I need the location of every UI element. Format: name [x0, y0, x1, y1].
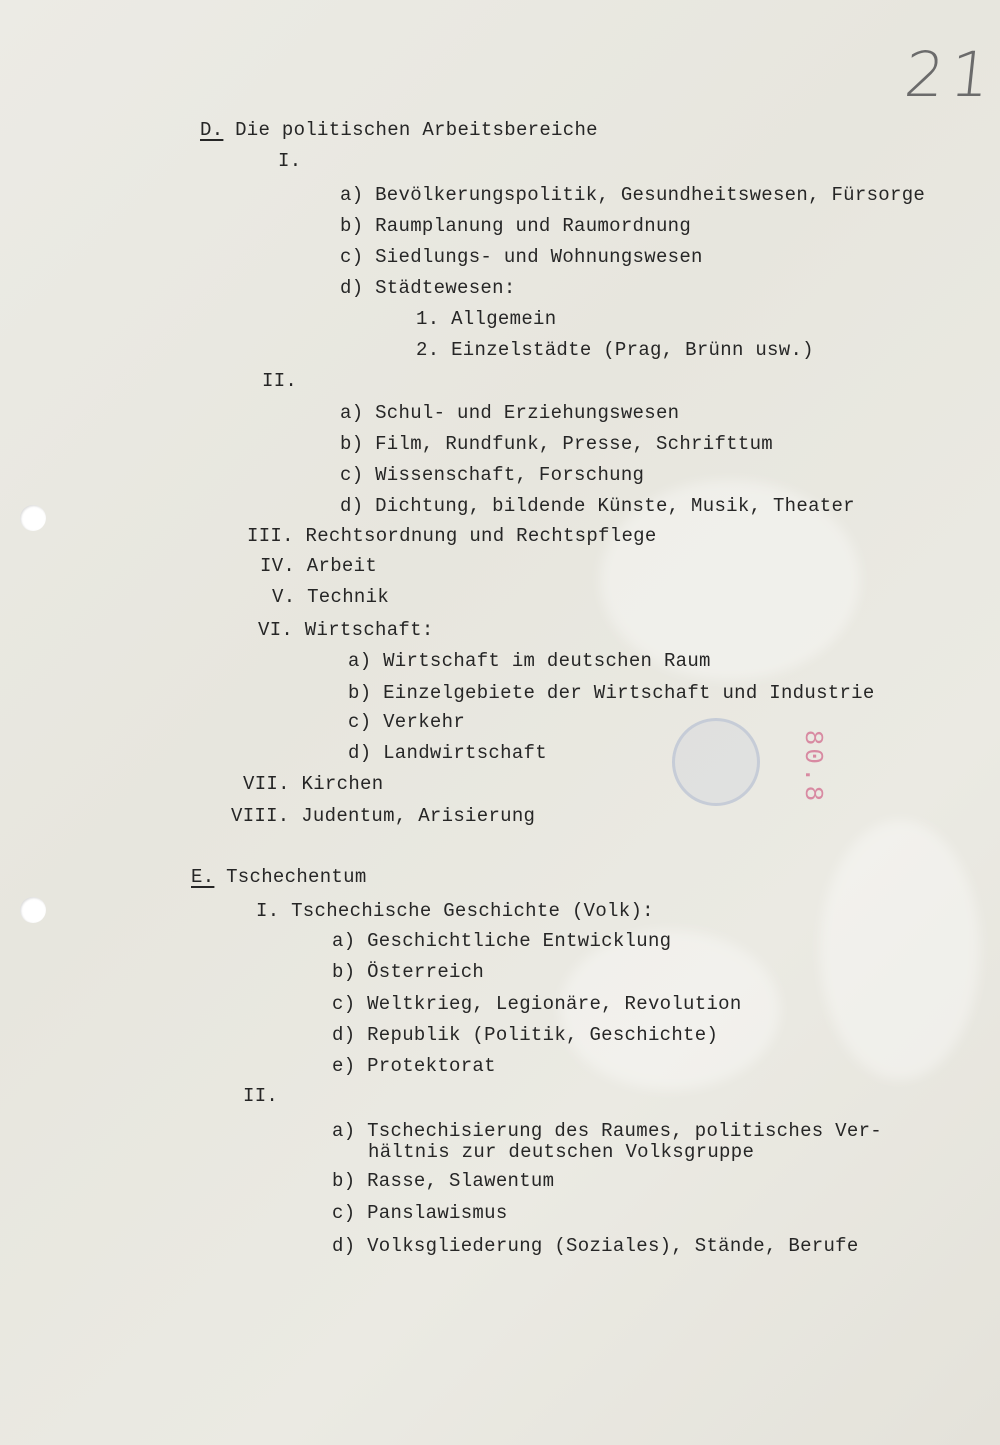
- d-II-d: d) Dichtung, bildende Künste, Musik, Theater: [340, 495, 855, 517]
- d-I-d2: 2. Einzelstädte (Prag, Brünn usw.): [416, 339, 814, 361]
- e-I-a: a) Geschichtliche Entwicklung: [332, 930, 672, 952]
- d-I-d: d) Städtewesen:: [340, 277, 516, 299]
- d-III: III. Rechtsordnung und Rechtspflege: [247, 525, 657, 547]
- punch-hole: [20, 505, 46, 531]
- d-IV: IV. Arbeit: [260, 555, 378, 577]
- e-II-numeral: II.: [243, 1085, 279, 1107]
- e-I-d: d) Republik (Politik, Geschichte): [332, 1024, 719, 1046]
- d-VI-d: d) Landwirtschaft: [348, 742, 547, 764]
- section-e-title: Tschechentum: [226, 866, 367, 888]
- d-V: V. Technik: [272, 586, 390, 608]
- section-d-heading: [200, 119, 598, 142]
- d-I-d1: 1. Allgemein: [416, 308, 557, 330]
- e-I-b: b) Österreich: [332, 961, 485, 983]
- e-II-a-line2: hältnis zur deutschen Volksgruppe: [368, 1141, 755, 1163]
- d-I-c: c) Siedlungs- und Wohnungswesen: [340, 246, 703, 268]
- d-I-a: a) Bevölkerungspolitik, Gesundheitswesen, Fürsorge: [340, 184, 926, 206]
- d-I-numeral: I.: [278, 150, 302, 172]
- d-I-b: b) Raumplanung und Raumordnung: [340, 215, 692, 237]
- section-d-title: Die politischen Arbeitsbereiche: [235, 119, 598, 141]
- e-II-c: c) Panslawismus: [332, 1202, 508, 1224]
- e-I-title: I. Tschechische Geschichte (Volk):: [256, 900, 654, 922]
- e-I-e: e) Protektorat: [332, 1055, 496, 1077]
- d-II-numeral: II.: [262, 370, 298, 392]
- d-II-c: c) Wissenschaft, Forschung: [340, 464, 645, 486]
- e-I-c: c) Weltkrieg, Legionäre, Revolution: [332, 993, 742, 1015]
- section-e-letter: E.: [191, 866, 215, 888]
- paper-stain: [820, 820, 980, 1080]
- d-VI-c: c) Verkehr: [348, 711, 466, 733]
- d-VI-a: a) Wirtschaft im deutschen Raum: [348, 650, 711, 672]
- d-VI-b: b) Einzelgebiete der Wirtschaft und Industrie: [348, 682, 875, 704]
- d-II-b: b) Film, Rundfunk, Presse, Schrifttum: [340, 433, 773, 455]
- d-VIII: VIII. Judentum, Arisierung: [231, 805, 536, 827]
- d-VI-title: VI. Wirtschaft:: [258, 619, 434, 641]
- section-d-letter: D.: [200, 119, 224, 141]
- e-II-d: d) Volksgliederung (Soziales), Stände, Berufe: [332, 1235, 859, 1257]
- e-II-b: b) Rasse, Slawentum: [332, 1170, 555, 1192]
- stamp-number: 80.8: [798, 729, 829, 805]
- d-II-a: a) Schul- und Erziehungswesen: [340, 402, 680, 424]
- archive-stamp: [672, 718, 760, 806]
- e-II-a-line1: a) Tschechisierung des Raumes, politisches Ver-: [332, 1120, 882, 1142]
- d-VII: VII. Kirchen: [243, 773, 384, 795]
- section-e-heading: [191, 866, 367, 889]
- punch-hole: [20, 897, 46, 923]
- folio-number: 21: [901, 38, 1000, 111]
